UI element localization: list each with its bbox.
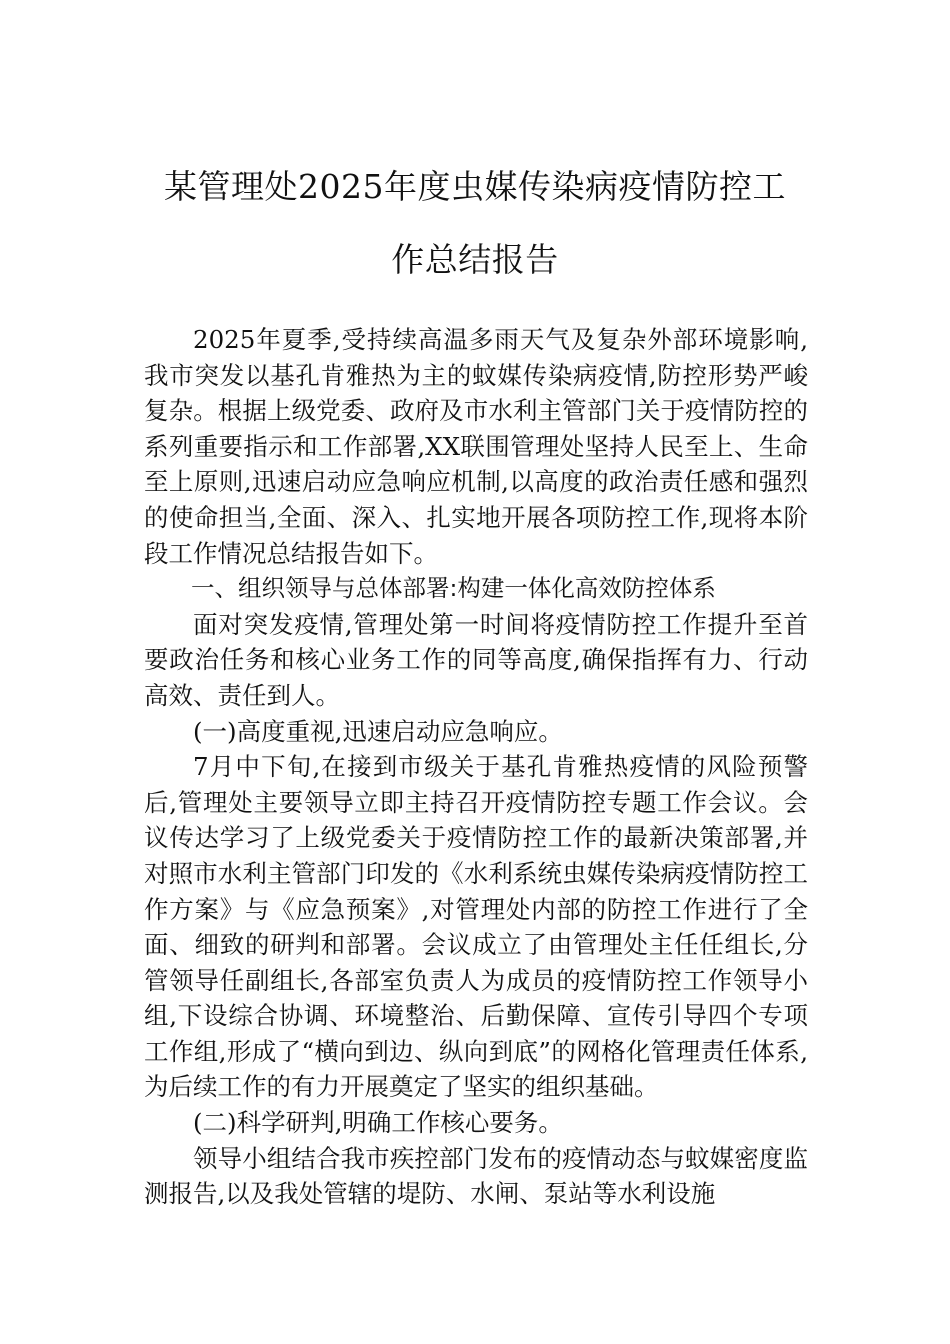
document-body [144,322,808,1212]
subsection-heading-2: (二)科学研判,明确工作核心要务。 [193,1108,563,1138]
section-1-paragraph: 面对突发疫情,管理处第一时间将疫情防控工作提升至首要政治任务和核心业务工作的同等高度,确保指挥有力、行动高效、责任到人。 [144,609,808,710]
title-line-1: 某管理处2025年度虫媒传染病疫情防控工 [164,167,786,206]
subsection-2-paragraph: 领导小组结合我市疾控部门发布的疫情动态与蚊媒密度监测报告,以及我处管辖的堤防、水闸、泵站等水利设施 [144,1143,808,1209]
intro-paragraph: 2025年夏季,受持续高温多雨天气及复杂外部环境影响,我市突发以基孔肯雅热为主的蚊媒传染病疫情,防控形势严峻复杂。根据上级党委、政府及市水利主管部门关于疫情防控的系列重要指示和工作部署,XX联围管理处坚持人民至上、生命至上原则,迅速启动应急响应机制,以高度的政治责任感和强烈的使命担当,全面、深入、扎实地开展各项防控工作,现将本阶段工作情况总结报告如下。 [144,325,808,568]
subsection-1-paragraph: 7月中下旬,在接到市级关于基孔肯雅热疫情的风险预警后,管理处主要领导立即主持召开疫情防控专题工作会议。会议传达学习了上级党委关于疫情防控工作的最新决策部署,并对照市水利主管部门印发的《水利系统虫媒传染病疫情防控工作方案》与《应急预案》,对管理处内部的防控工作进行了全面、细致的研判和部署。会议成立了由管理处主任任组长,分管领导任副组长,各部室负责人为成员的疫情防控工作领导小组,下设综合协调、环境整治、后勤保障、宣传引导四个专项工作组,形成了“横向到边、纵向到底”的网格化管理责任体系,为后续工作的有力开展奠定了坚实的组织基础。 [144,752,808,1102]
title-line-2: 作总结报告 [391,240,559,279]
document-title [130,150,820,296]
subsection-heading-1: (一)高度重视,迅速启动应急响应。 [193,716,563,746]
section-heading-1: 一、组织领导与总体部署:构建一体化高效防控体系 [191,574,716,603]
